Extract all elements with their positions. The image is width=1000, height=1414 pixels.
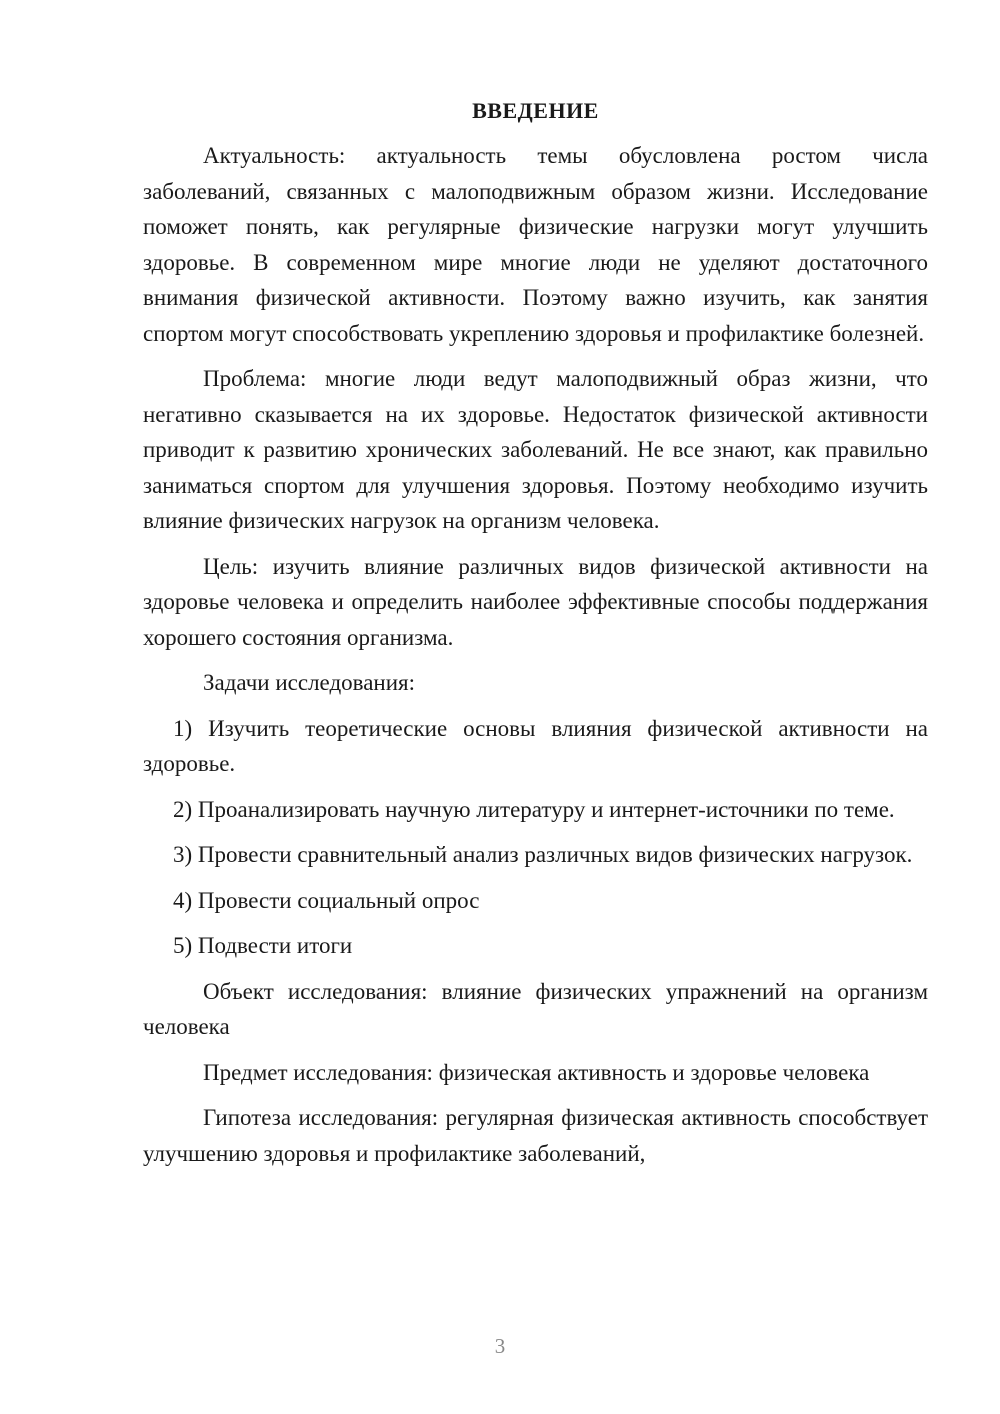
subject-paragraph: Предмет исследования: физическая активность и здоровье человека: [203, 1059, 870, 1085]
relevance-paragraph: Актуальность: актуальность темы обусловлена ростом числа заболеваний, связанных с малоподвижным образом жизни. Исследование поможет понять, как регулярные физические нагрузки могут улучшить здоровье. В современном мире многие люди не уделяют достаточного внимания физической активности. Поэтому важно изучить, как занятия спортом могут способствовать укреплению здоровья и профилактике болезней.: [143, 143, 928, 346]
task-item-2: 2) Проанализировать научную литературу и интернет-источники по теме.: [173, 796, 895, 822]
page-number: 3: [494, 1334, 506, 1358]
task-item-5: 5) Подвести итоги: [173, 933, 353, 958]
page-content: [143, 96, 928, 1181]
task-item-4: 4) Провести социальный опрос: [173, 887, 480, 913]
object-paragraph: Объект исследования: влияние физических упражнений на организм человека: [143, 978, 928, 1039]
problem-paragraph: Проблема: многие люди ведут малоподвижный образ жизни, что негативно сказывается на их здоровье. Недостаток физической активности приводит к развитию хронических заболеваний. Не все знают, как правильно заниматься спортом для улучшения здоровья. Поэтому необходимо изучить влияние физических нагрузок на организм человека.: [143, 366, 928, 533]
goal-paragraph: Цель: изучить влияние различных видов физической активности на здоровье человека и определить наиболее эффективные способы поддержания хорошего состояния организма.: [143, 553, 928, 650]
tasks-intro: Задачи исследования:: [203, 670, 416, 695]
hypothesis-paragraph: Гипотеза исследования: регулярная физическая активность способствует улучшению здоровья и профилактике заболеваний,: [143, 1105, 928, 1166]
task-item-1: 1) Изучить теоретические основы влияния физической активности на здоровье.: [143, 715, 928, 776]
task-item-3: 3) Провести сравнительный анализ различных видов физических нагрузок.: [173, 842, 913, 867]
section-heading: ВВЕДЕНИЕ: [472, 98, 599, 123]
